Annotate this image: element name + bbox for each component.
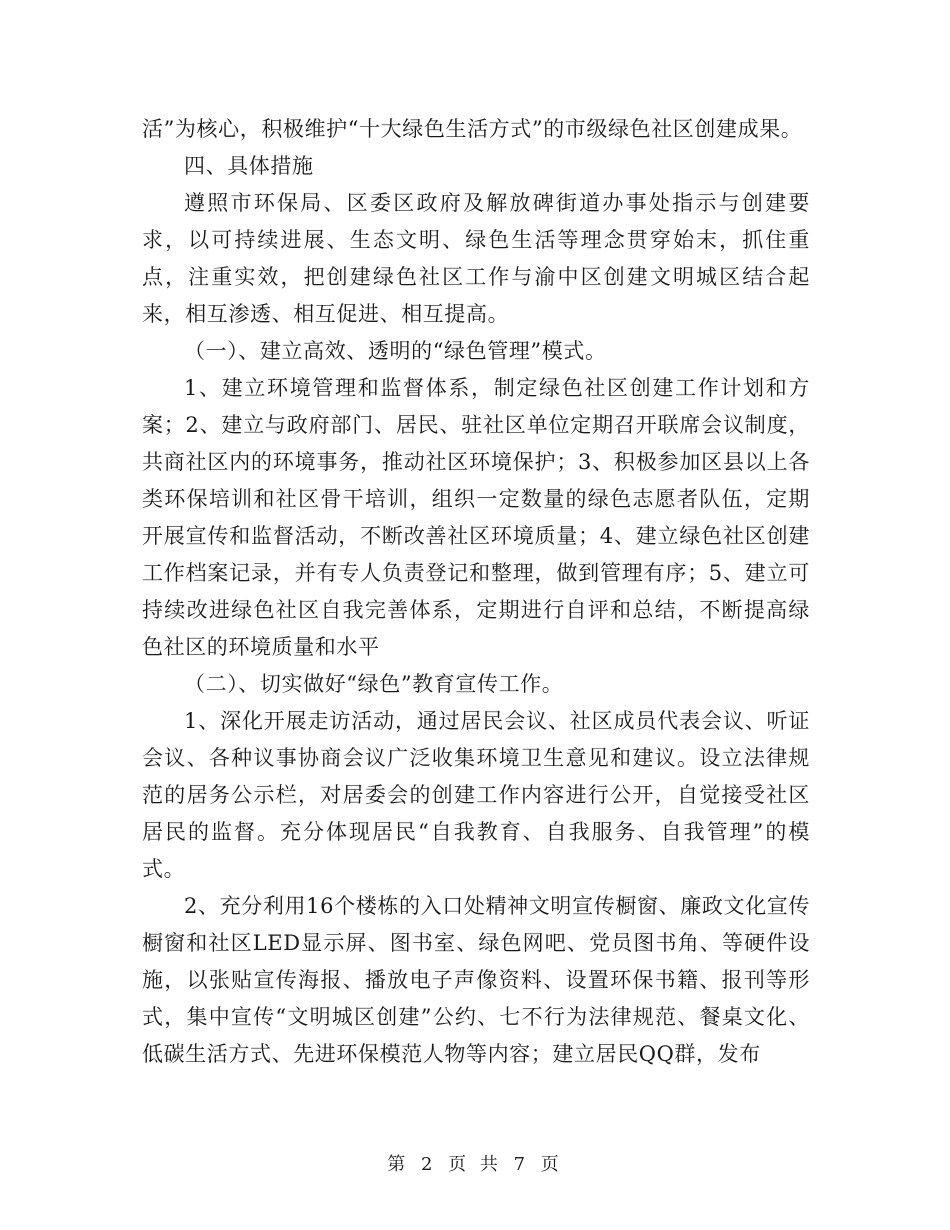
footer-current-page: 2 <box>420 1154 437 1175</box>
subheading-green-education: （二）、切实做好“绿色”教育宣传工作。 <box>184 672 564 696</box>
document-body <box>142 111 810 1073</box>
page-footer <box>0 1150 950 1176</box>
paragraph-intro: 遵照市环保局、区委区政府及解放碑街道办事处指示与创建要求，以可持续进展、生态文明、绿色生活等理念贯穿始末，抓住重点，注重实效，把创建绿色社区工作与渝中区创建文明城区结合起来，相互渗透、相互促进、相互提高。 <box>142 191 810 326</box>
footer-total-pages: 7 <box>513 1154 530 1175</box>
subheading-green-management: （一）、建立高效、透明的“绿色管理”模式。 <box>184 339 607 363</box>
footer-prefix: 第 <box>387 1154 410 1175</box>
paragraph-education-1: 1、深化开展走访活动，通过居民会议、社区成员代表会议、听证会议、各种议事协商会议广泛收集环境卫生意见和建议。设立法律规范的居务公示栏，对居委会的创建工作内容进行公开，自觉接受社区居民的监督。充分体现居民“自我教育、自我服务、自我管理”的模式。 <box>142 709 810 881</box>
section-heading-measures: 四、具体措施 <box>184 154 314 178</box>
paragraph-education-2: 2、充分利用16个楼栋的入口处精神文明宣传橱窗、廉政文化宣传橱窗和社区LED显示屏、图书室、绿色网吧、党员图书角、等硬件设施，以张贴宣传海报、播放电子声像资料、设置环保书籍、报刊等形式，集中宣传“文明城区创建”公约、七不行为法律规范、餐桌文化、低碳生活方式、先进环保模范人物等内容；建立居民QQ群，发布 <box>142 894 810 1066</box>
footer-mid: 页 共 <box>448 1154 502 1175</box>
paragraph-continuation: 活”为核心，积极维护“十大绿色生活方式”的市级绿色社区创建成果。 <box>142 117 803 141</box>
paragraph-management-items: 1、建立环境管理和监督体系，制定绿色社区创建工作计划和方案；2、建立与政府部门、居民、驻社区单位定期召开联席会议制度，共商社区内的环境事务，推动社区环境保护；3、积极参加区县以上各类环保培训和社区骨干培训，组织一定数量的绿色志愿者队伍，定期开展宣传和监督活动，不断改善社区环境质量；4、建立绿色社区创建工作档案记录，并有专人负责登记和整理，做到管理有序；5、建立可持续改进绿色社区自我完善体系，定期进行自评和总结，不断提高绿色社区的环境质量和水平 <box>142 376 810 659</box>
footer-suffix: 页 <box>540 1154 563 1175</box>
